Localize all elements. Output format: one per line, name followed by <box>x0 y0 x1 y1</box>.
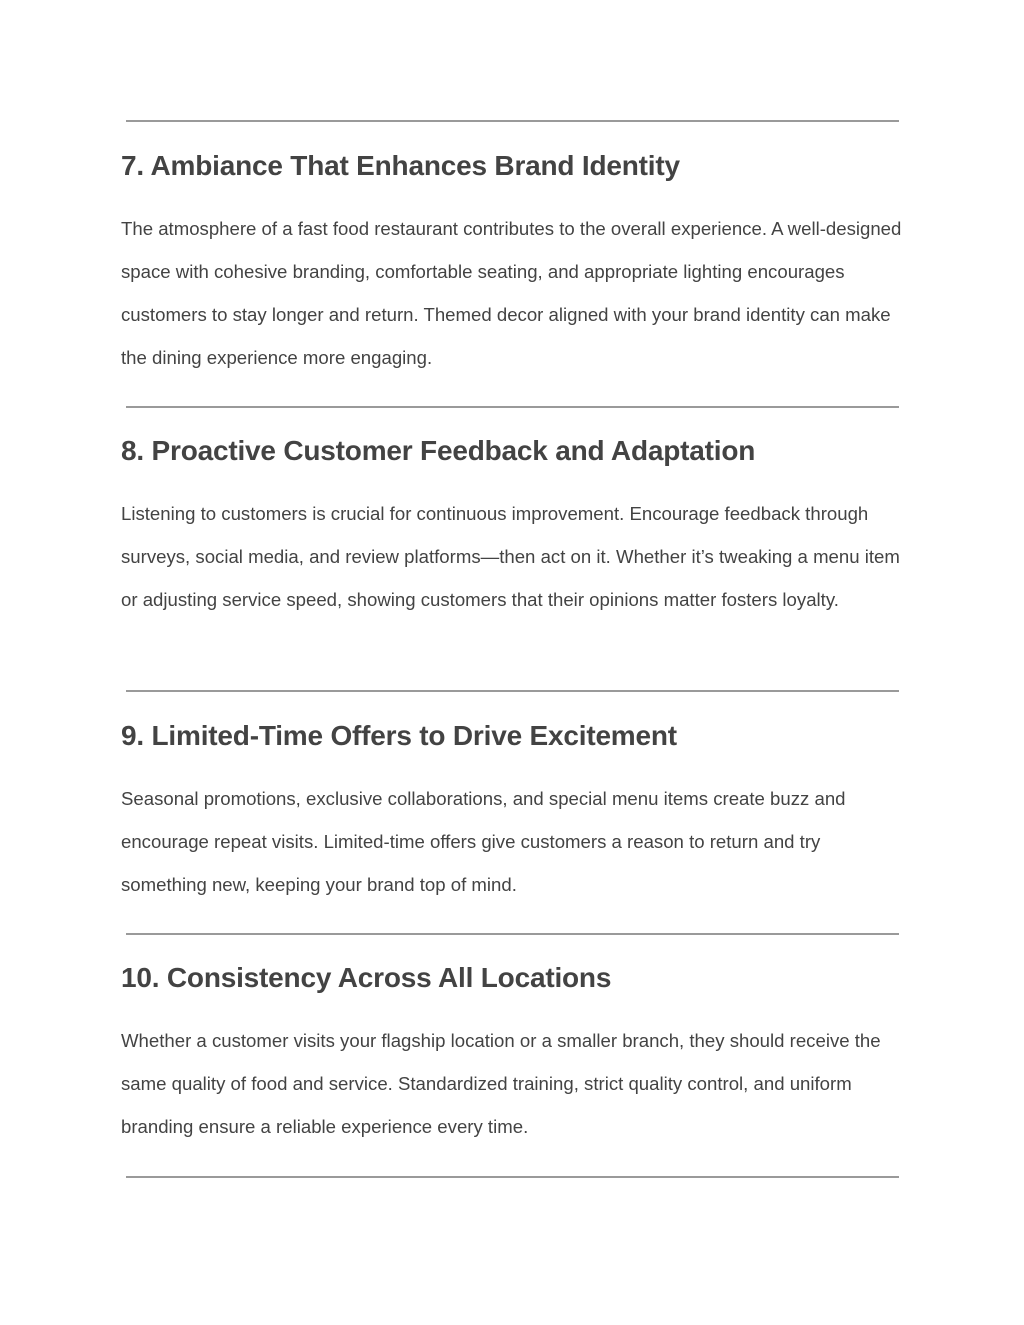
divider <box>126 120 899 122</box>
divider <box>126 406 899 408</box>
section-10-body: Whether a customer visits your flagship location or a smaller branch, they should receive the same quality of food and service. Standardized training, strict quality control, and uniform branding ensure a reliable experience every time. <box>121 1030 881 1137</box>
divider <box>126 933 899 935</box>
section-8-body: Listening to customers is crucial for continuous improvement. Encourage feedback through surveys, social media, and review platforms—then act on it. Whether it’s tweaking a menu item or adjusting service speed, showing customers that their opinions matter fosters loyalty. <box>121 503 900 610</box>
section-8-heading: 8. Proactive Customer Feedback and Adaptation <box>121 435 756 466</box>
divider <box>126 1176 899 1178</box>
section-10-heading: 10. Consistency Across All Locations <box>121 962 612 993</box>
divider <box>126 690 899 692</box>
section-7-heading: 7. Ambiance That Enhances Brand Identity <box>121 150 680 181</box>
section-9-body: Seasonal promotions, exclusive collaborations, and special menu items create buzz and encourage repeat visits. Limited-time offers give customers a reason to return and try something new, keeping your brand top of mind. <box>121 788 846 895</box>
section-7-body: The atmosphere of a fast food restaurant contributes to the overall experience. A well-designed space with cohesive branding, comfortable seating, and appropriate lighting encourages customers to stay longer and return. Themed decor aligned with your brand identity can make the dining experience more engaging. <box>121 218 902 368</box>
section-9-heading: 9. Limited-Time Offers to Drive Excitement <box>121 720 677 751</box>
